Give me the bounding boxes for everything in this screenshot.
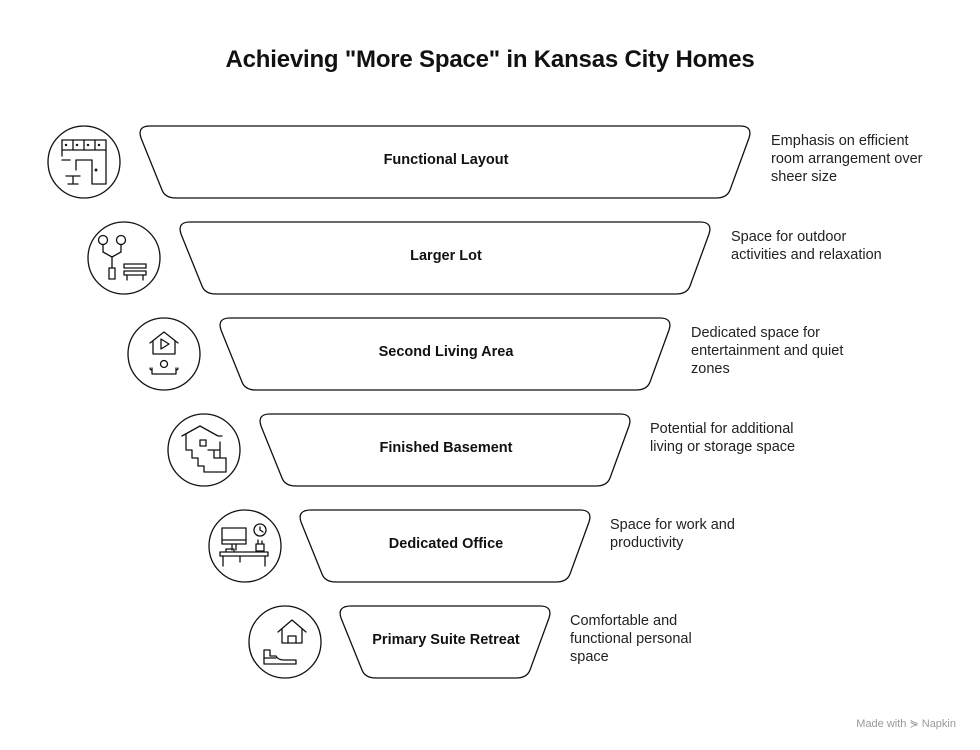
stage-6-desc-line: space — [570, 649, 609, 665]
stage-4-label: Finished Basement — [379, 440, 513, 456]
stage-4-desc-line: living or storage space — [650, 439, 796, 455]
stage-6-description — [570, 612, 692, 666]
stage-5-label: Dedicated Office — [388, 536, 504, 552]
stage-1-desc-line: room arrangement over — [771, 151, 923, 167]
stage-2-desc-line: activities and relaxation — [731, 247, 882, 263]
page-title: Achieving "More Space" in Kansas City Homes — [225, 46, 755, 73]
stage-3-label: Second Living Area — [378, 344, 514, 360]
stage-6-label: Primary Suite Retreat — [372, 632, 520, 648]
stage-5-desc-line: productivity — [610, 535, 684, 551]
stage-2-description — [731, 228, 882, 264]
stage-4-description — [650, 420, 795, 456]
stage-1-description — [771, 132, 923, 186]
stage-2-label: Larger Lot — [410, 248, 482, 264]
made-with-napkin-footer: Made with ⋟ Napkin — [856, 718, 956, 730]
stage-1-desc-line: sheer size — [771, 169, 838, 185]
stage-3-description — [691, 324, 843, 378]
stage-3-desc-line: zones — [691, 361, 730, 377]
stage-4-desc-line: Potential for additional — [650, 421, 794, 437]
stage-6-desc-line: functional personal — [570, 631, 692, 647]
stage-3-desc-line: Dedicated space for — [691, 325, 820, 341]
stage-1-desc-line: Emphasis on efficient — [771, 133, 909, 149]
stage-2-desc-line: Space for outdoor — [731, 229, 847, 245]
stage-5-description — [610, 516, 735, 552]
stage-5-desc-line: Space for work and — [610, 517, 735, 533]
stage-3-desc-line: entertainment and quiet — [691, 343, 844, 359]
stage-6-desc-line: Comfortable and — [570, 613, 678, 629]
stage-1-label: Functional Layout — [383, 152, 509, 168]
